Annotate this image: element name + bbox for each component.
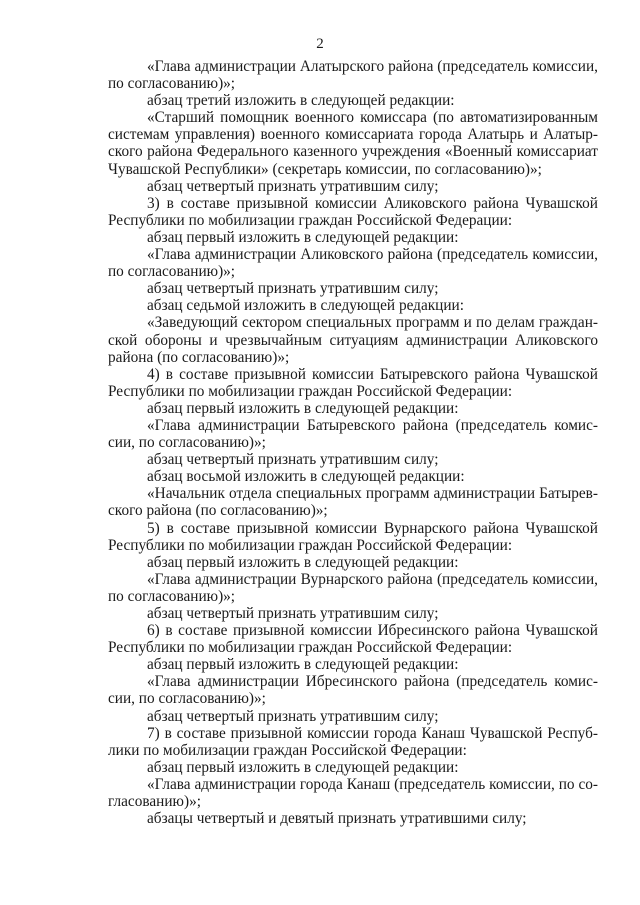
text-line: ского района (по согласованию)»;: [108, 502, 328, 520]
text-line: ской обороны и чрезвычайным ситуациям администрации Аликовского: [108, 331, 598, 349]
text-line: абзац четвертый признать утратившим силу;: [147, 707, 439, 725]
text-line: 6) в составе призывной комиссии Ибресинского района Чувашской: [147, 622, 598, 640]
text-line: абзац седьмой изложить в следующей редакции:: [147, 297, 464, 315]
text-line: «Глава администрации города Канаш (председатель комиссии, по со-: [147, 775, 598, 793]
text-line: абзацы четвертый и девятый признать утратившими силу;: [147, 810, 527, 828]
document-body: [108, 58, 598, 827]
text-line: 5) в составе призывной комиссии Вурнарского района Чувашской: [147, 519, 598, 537]
text-line: системам управления) военного комиссариата города Алатырь и Алатыр-: [108, 126, 598, 144]
text-line: абзац четвертый признать утратившим силу;: [147, 451, 439, 469]
text-line: сии, по согласованию)»;: [108, 434, 266, 452]
text-line: абзац третий изложить в следующей редакции:: [147, 92, 455, 110]
text-line: Чувашской Республики» (секретарь комиссии, по согласованию)»;: [108, 160, 542, 178]
text-line: абзац первый изложить в следующей редакции:: [147, 228, 459, 246]
text-line: по согласованию)»;: [108, 263, 236, 281]
text-line: абзац первый изложить в следующей редакции:: [147, 553, 459, 571]
text-line: абзац первый изложить в следующей редакции:: [147, 758, 459, 776]
text-line: Республики по мобилизации граждан Российской Федерации:: [108, 382, 513, 400]
text-line: лики по мобилизации граждан Российской Федерации:: [108, 741, 467, 759]
text-line: абзац первый изложить в следующей редакции:: [147, 399, 459, 417]
text-line: абзац первый изложить в следующей редакции:: [147, 656, 459, 674]
text-line: 7) в составе призывной комиссии города Канаш Чувашской Респуб-: [147, 724, 598, 742]
text-line: 3) в составе призывной комиссии Аликовского района Чувашской: [147, 194, 598, 212]
text-line: абзац четвертый признать утратившим силу;: [147, 177, 439, 195]
text-line: Республики по мобилизации граждан Российской Федерации:: [108, 211, 513, 229]
text-line: «Начальник отдела специальных программ администрации Батырев-: [147, 485, 598, 503]
text-line: ского района Федерального казенного учреждения «Военный комиссариат: [108, 143, 598, 161]
text-line: абзац четвертый признать утратившим силу;: [147, 280, 439, 298]
text-line: района (по согласованию)»;: [108, 348, 290, 366]
text-line: «Заведующий сектором специальных программ и по делам граждан-: [147, 314, 598, 332]
text-line: по согласованию)»;: [108, 75, 236, 93]
page-number: 2: [316, 36, 324, 52]
text-line: Республики по мобилизации граждан Российской Федерации:: [108, 639, 513, 657]
text-line: абзац восьмой изложить в следующей редакции:: [147, 468, 465, 486]
text-line: «Старший помощник военного комиссара (по автоматизированным: [147, 109, 598, 127]
text-line: «Глава администрации Ибресинского района (председатель комис-: [147, 673, 598, 691]
text-line: сии, по согласованию)»;: [108, 690, 266, 708]
text-line: Республики по мобилизации граждан Российской Федерации:: [108, 536, 513, 554]
text-line: 4) в составе призывной комиссии Батыревского района Чувашской: [147, 365, 598, 383]
text-line: «Глава администрации Аликовского района (председатель комиссии,: [147, 246, 598, 264]
text-line: абзац четвертый признать утратившим силу;: [147, 605, 439, 622]
text-line: по согласованию)»;: [108, 587, 236, 605]
text-line: «Глава администрации Батыревского района (председатель комис-: [147, 416, 598, 434]
text-line: «Глава администрации Вурнарского района (председатель комиссии,: [147, 570, 598, 588]
text-line: «Глава администрации Алатырского района (председатель комиссии,: [147, 58, 598, 75]
text-line: гласованию)»;: [108, 793, 201, 811]
